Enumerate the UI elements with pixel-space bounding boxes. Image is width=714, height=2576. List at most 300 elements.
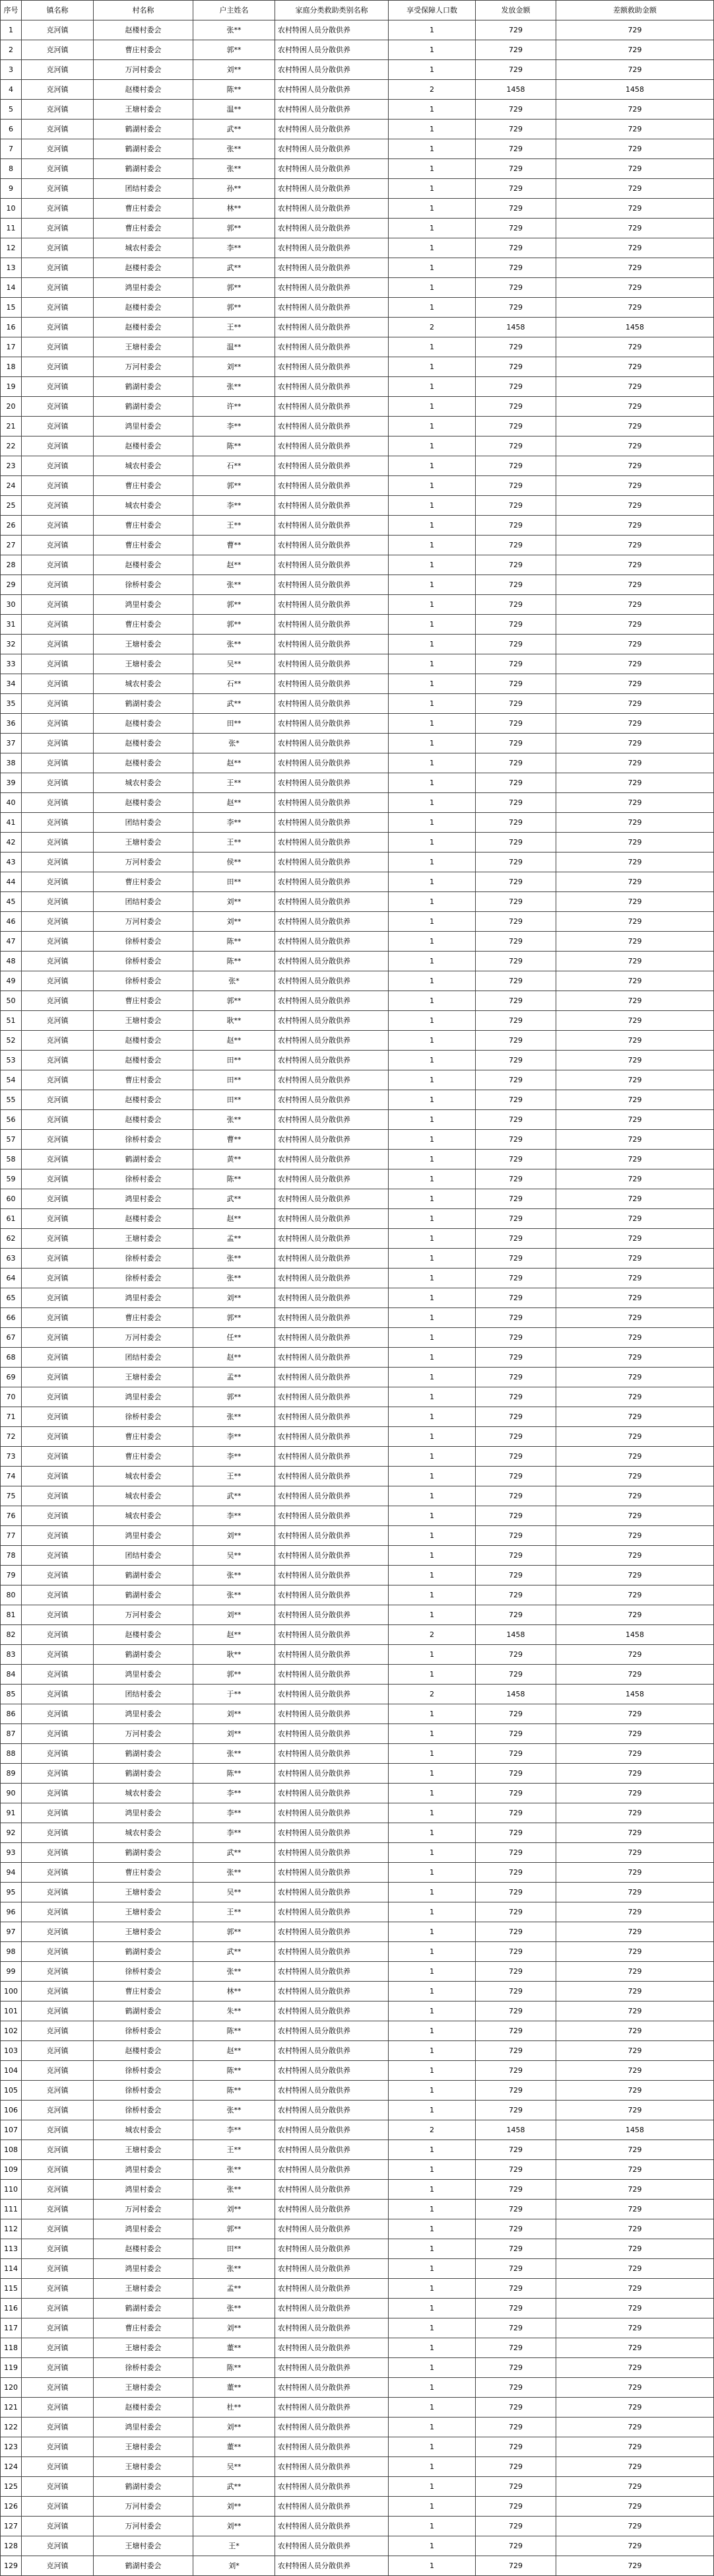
cell-householder: 刘** [193,2497,275,2517]
cell-village: 曹庄村委会 [94,615,193,635]
cell-amount: 729 [476,298,556,318]
cell-category: 农村特困人员分散供养 [275,2140,389,2160]
cell-index: 20 [1,397,22,417]
cell-category: 农村特困人员分散供养 [275,654,389,674]
cell-village: 万河村委会 [94,2200,193,2219]
cell-category: 农村特困人员分散供养 [275,1308,389,1328]
cell-category: 农村特困人员分散供养 [275,2160,389,2180]
cell-difference: 729 [556,555,714,575]
cell-town: 克河镇 [22,20,94,40]
cell-persons: 1 [389,417,476,436]
cell-village: 赵楼村委会 [94,714,193,734]
cell-persons: 1 [389,1922,476,1942]
cell-difference: 729 [556,120,714,139]
cell-difference: 729 [556,40,714,60]
cell-amount: 1458 [476,2120,556,2140]
cell-category: 农村特困人员分散供养 [275,20,389,40]
cell-index: 4 [1,80,22,100]
cell-village: 城农村委会 [94,1486,193,1506]
table-row [1,139,714,159]
cell-persons: 1 [389,615,476,635]
cell-persons: 1 [389,1863,476,1883]
cell-index: 86 [1,1704,22,1724]
table-row [1,1130,714,1150]
cell-difference: 729 [556,1070,714,1090]
cell-category: 农村特困人员分散供养 [275,2318,389,2338]
cell-difference: 729 [556,1585,714,1605]
cell-village: 徐桥村委会 [94,2358,193,2378]
cell-town: 克河镇 [22,2081,94,2101]
cell-difference: 729 [556,1368,714,1387]
cell-village: 城农村委会 [94,2120,193,2140]
cell-village: 万河村委会 [94,1724,193,1744]
cell-householder: 刘** [193,1526,275,1546]
cell-index: 63 [1,1249,22,1269]
cell-difference: 729 [556,1784,714,1803]
cell-amount: 729 [476,853,556,872]
cell-town: 克河镇 [22,1011,94,1031]
cell-town: 克河镇 [22,1051,94,1070]
cell-category: 农村特困人员分散供养 [275,1348,389,1368]
cell-village: 万河村委会 [94,912,193,932]
cell-amount: 729 [476,1823,556,1843]
cell-amount: 729 [476,753,556,773]
cell-householder: 张** [193,377,275,397]
cell-householder: 李** [193,238,275,258]
cell-householder: 杜** [193,2398,275,2418]
cell-amount: 729 [476,397,556,417]
cell-village: 鸿里村委会 [94,417,193,436]
cell-householder: 郭** [193,1308,275,1328]
cell-category: 农村特困人员分散供养 [275,1883,389,1902]
cell-town: 克河镇 [22,536,94,555]
table-row [1,1625,714,1645]
cell-index: 123 [1,2437,22,2457]
cell-householder: 王** [193,2140,275,2160]
cell-index: 73 [1,1447,22,1467]
cell-difference: 729 [556,2517,714,2536]
cell-village: 徐桥村委会 [94,1249,193,1269]
cell-village: 徐桥村委会 [94,2061,193,2081]
table-row [1,714,714,734]
cell-category: 农村特困人员分散供养 [275,1090,389,1110]
cell-difference: 729 [556,615,714,635]
cell-householder: 陈** [193,2061,275,2081]
cell-village: 鹤湖村委会 [94,2299,193,2318]
cell-index: 84 [1,1665,22,1685]
table-row [1,2180,714,2200]
cell-index: 31 [1,615,22,635]
cell-index: 17 [1,337,22,357]
cell-town: 克河镇 [22,1942,94,1962]
cell-amount: 1458 [476,318,556,337]
table-row [1,912,714,932]
cell-difference: 729 [556,1823,714,1843]
cell-persons: 1 [389,1269,476,1288]
cell-index: 78 [1,1546,22,1566]
cell-difference: 729 [556,833,714,853]
cell-index: 2 [1,40,22,60]
cell-town: 克河镇 [22,2536,94,2556]
table-row [1,1011,714,1031]
cell-difference: 729 [556,1269,714,1288]
cell-amount: 729 [476,2378,556,2398]
cell-difference: 729 [556,1526,714,1546]
table-row [1,1328,714,1348]
cell-difference: 729 [556,219,714,238]
cell-village: 鹤湖村委会 [94,1645,193,1665]
cell-householder: 温** [193,337,275,357]
cell-amount: 729 [476,238,556,258]
cell-category: 农村特困人员分散供养 [275,1407,389,1427]
cell-householder: 郭** [193,595,275,615]
cell-householder: 张** [193,2101,275,2120]
cell-difference: 729 [556,575,714,595]
cell-persons: 1 [389,1467,476,1486]
cell-difference: 729 [556,1427,714,1447]
cell-town: 克河镇 [22,1744,94,1764]
cell-householder: 李** [193,1506,275,1526]
cell-category: 农村特困人员分散供养 [275,635,389,654]
cell-amount: 729 [476,1348,556,1368]
cell-village: 赵楼村委会 [94,1090,193,1110]
cell-difference: 729 [556,1387,714,1407]
cell-town: 克河镇 [22,1070,94,1090]
cell-amount: 729 [476,2041,556,2061]
cell-village: 鸿里村委会 [94,1526,193,1546]
cell-persons: 1 [389,2101,476,2120]
cell-index: 59 [1,1169,22,1189]
cell-difference: 729 [556,1011,714,1031]
cell-town: 克河镇 [22,219,94,238]
cell-index: 26 [1,516,22,536]
table-row [1,2398,714,2418]
cell-town: 克河镇 [22,476,94,496]
cell-amount: 729 [476,1189,556,1209]
cell-amount: 729 [476,1744,556,1764]
cell-village: 赵楼村委会 [94,1209,193,1229]
cell-town: 克河镇 [22,2160,94,2180]
cell-village: 鸿里村委会 [94,2418,193,2437]
cell-village: 曹庄村委会 [94,536,193,555]
cell-difference: 729 [556,1605,714,1625]
cell-village: 徐桥村委会 [94,2101,193,2120]
table-row [1,1506,714,1526]
cell-category: 农村特困人员分散供养 [275,1070,389,1090]
cell-category: 农村特困人员分散供养 [275,1031,389,1051]
table-row [1,476,714,496]
cell-householder: 田** [193,1090,275,1110]
cell-town: 克河镇 [22,1269,94,1288]
cell-amount: 729 [476,2398,556,2418]
cell-householder: 陈** [193,2358,275,2378]
cell-index: 42 [1,833,22,853]
table-row [1,1704,714,1724]
cell-amount: 729 [476,2160,556,2180]
cell-town: 克河镇 [22,833,94,853]
cell-town: 克河镇 [22,1110,94,1130]
cell-index: 124 [1,2457,22,2477]
cell-index: 68 [1,1348,22,1368]
cell-town: 克河镇 [22,1843,94,1863]
cell-village: 徐桥村委会 [94,952,193,971]
cell-category: 农村特困人员分散供养 [275,1130,389,1150]
cell-category: 农村特困人员分散供养 [275,1645,389,1665]
cell-village: 赵楼村委会 [94,298,193,318]
table-row [1,1843,714,1863]
cell-amount: 729 [476,1645,556,1665]
cell-village: 王塘村委会 [94,1368,193,1387]
cell-category: 农村特困人员分散供养 [275,2180,389,2200]
cell-town: 克河镇 [22,1189,94,1209]
cell-persons: 1 [389,1407,476,1427]
cell-town: 克河镇 [22,1823,94,1843]
cell-amount: 729 [476,456,556,476]
cell-index: 55 [1,1090,22,1110]
cell-difference: 729 [556,1288,714,1308]
cell-village: 城农村委会 [94,1467,193,1486]
cell-village: 王塘村委会 [94,1902,193,1922]
cell-index: 44 [1,872,22,892]
cell-index: 76 [1,1506,22,1526]
col-header-village: 村名称 [94,1,193,20]
cell-village: 曹庄村委会 [94,1447,193,1467]
cell-persons: 1 [389,1764,476,1784]
cell-town: 克河镇 [22,417,94,436]
cell-index: 14 [1,278,22,298]
cell-village: 团结村委会 [94,1546,193,1566]
cell-category: 农村特困人员分散供养 [275,1447,389,1467]
cell-category: 农村特困人员分散供养 [275,1368,389,1387]
cell-village: 万河村委会 [94,1328,193,1348]
cell-village: 城农村委会 [94,1506,193,1526]
cell-persons: 1 [389,1645,476,1665]
cell-category: 农村特困人员分散供养 [275,1546,389,1566]
cell-persons: 1 [389,1387,476,1407]
cell-category: 农村特困人员分散供养 [275,159,389,179]
table-row [1,397,714,417]
table-row [1,2002,714,2021]
cell-index: 49 [1,971,22,991]
cell-householder: 刘** [193,60,275,80]
cell-difference: 1458 [556,2120,714,2140]
cell-amount: 729 [476,1724,556,1744]
cell-persons: 1 [389,2497,476,2517]
table-row [1,892,714,912]
cell-village: 王塘村委会 [94,2536,193,2556]
cell-category: 农村特困人员分散供养 [275,1665,389,1685]
cell-category: 农村特困人员分散供养 [275,1427,389,1447]
cell-householder: 张** [193,1744,275,1764]
cell-village: 鹤湖村委会 [94,2477,193,2497]
cell-index: 7 [1,139,22,159]
cell-town: 克河镇 [22,60,94,80]
cell-persons: 1 [389,1724,476,1744]
cell-amount: 729 [476,1784,556,1803]
cell-persons: 1 [389,2536,476,2556]
cell-amount: 729 [476,2457,556,2477]
cell-persons: 1 [389,337,476,357]
cell-category: 农村特困人员分散供养 [275,199,389,219]
cell-householder: 刘** [193,892,275,912]
table-row [1,20,714,40]
cell-persons: 1 [389,179,476,199]
cell-category: 农村特困人员分散供养 [275,60,389,80]
table-row [1,2081,714,2101]
cell-householder: 吴** [193,1546,275,1566]
cell-index: 89 [1,1764,22,1784]
cell-category: 农村特困人员分散供养 [275,813,389,833]
cell-amount: 729 [476,40,556,60]
cell-town: 克河镇 [22,674,94,694]
cell-difference: 729 [556,1090,714,1110]
cell-category: 农村特困人员分散供养 [275,1229,389,1249]
cell-category: 农村特困人员分散供养 [275,694,389,714]
cell-persons: 1 [389,2081,476,2101]
cell-amount: 729 [476,377,556,397]
table-row [1,833,714,853]
cell-village: 赵楼村委会 [94,2398,193,2418]
cell-category: 农村特困人员分散供养 [275,2418,389,2437]
cell-difference: 729 [556,2299,714,2318]
cell-difference: 729 [556,298,714,318]
cell-householder: 于** [193,1685,275,1704]
cell-category: 农村特困人员分散供养 [275,1823,389,1843]
cell-category: 农村特困人员分散供养 [275,337,389,357]
cell-village: 鸿里村委会 [94,1288,193,1308]
cell-town: 克河镇 [22,773,94,793]
table-row [1,516,714,536]
cell-householder: 张* [193,971,275,991]
cell-category: 农村特困人员分散供养 [275,2239,389,2259]
cell-town: 克河镇 [22,1645,94,1665]
cell-amount: 729 [476,1467,556,1486]
cell-index: 77 [1,1526,22,1546]
cell-category: 农村特困人员分散供养 [275,2101,389,2120]
cell-difference: 729 [556,2457,714,2477]
cell-village: 王塘村委会 [94,2140,193,2160]
cell-difference: 729 [556,1863,714,1883]
cell-village: 曹庄村委会 [94,40,193,60]
cell-householder: 陈** [193,80,275,100]
cell-persons: 1 [389,2219,476,2239]
cell-difference: 729 [556,1744,714,1764]
cell-persons: 1 [389,1883,476,1902]
cell-difference: 729 [556,2200,714,2219]
cell-difference: 729 [556,199,714,219]
cell-amount: 729 [476,1051,556,1070]
table-row [1,1645,714,1665]
cell-index: 32 [1,635,22,654]
cell-householder: 曹** [193,536,275,555]
cell-index: 69 [1,1368,22,1387]
cell-category: 农村特困人员分散供养 [275,2021,389,2041]
cell-category: 农村特困人员分散供养 [275,932,389,952]
table-row [1,1922,714,1942]
cell-amount: 729 [476,2279,556,2299]
cell-amount: 729 [476,536,556,555]
table-row [1,773,714,793]
cell-index: 62 [1,1229,22,1249]
cell-category: 农村特困人员分散供养 [275,238,389,258]
cell-category: 农村特困人员分散供养 [275,1962,389,1982]
cell-category: 农村特困人员分散供养 [275,120,389,139]
cell-householder: 林** [193,1982,275,2002]
table-row [1,1902,714,1922]
cell-index: 13 [1,258,22,278]
cell-householder: 张** [193,1566,275,1585]
cell-difference: 729 [556,1130,714,1150]
cell-difference: 729 [556,377,714,397]
cell-town: 克河镇 [22,1229,94,1249]
cell-amount: 729 [476,1368,556,1387]
cell-persons: 1 [389,1546,476,1566]
cell-index: 119 [1,2358,22,2378]
cell-category: 农村特困人员分散供养 [275,773,389,793]
cell-amount: 729 [476,2002,556,2021]
cell-persons: 1 [389,1130,476,1150]
cell-difference: 729 [556,872,714,892]
cell-householder: 武** [193,1942,275,1962]
cell-persons: 1 [389,1229,476,1249]
cell-category: 农村特困人员分散供养 [275,80,389,100]
table-row [1,1169,714,1189]
cell-index: 10 [1,199,22,219]
cell-householder: 赵** [193,1209,275,1229]
cell-persons: 1 [389,1209,476,1229]
cell-householder: 张** [193,2180,275,2200]
table-row [1,1764,714,1784]
table-row [1,219,714,238]
cell-town: 克河镇 [22,318,94,337]
cell-householder: 李** [193,2120,275,2140]
table-row [1,2318,714,2338]
cell-town: 克河镇 [22,635,94,654]
cell-householder: 董** [193,2338,275,2358]
cell-index: 58 [1,1150,22,1169]
cell-difference: 729 [556,2536,714,2556]
cell-village: 团结村委会 [94,813,193,833]
cell-householder: 刘** [193,2418,275,2437]
cell-householder: 王* [193,2536,275,2556]
cell-category: 农村特困人员分散供养 [275,1150,389,1169]
cell-category: 农村特困人员分散供养 [275,1744,389,1764]
cell-village: 鹤湖村委会 [94,2556,193,2576]
cell-amount: 729 [476,2200,556,2219]
cell-householder: 李** [193,1447,275,1467]
cell-householder: 武** [193,694,275,714]
cell-persons: 1 [389,2437,476,2457]
table-row [1,813,714,833]
cell-category: 农村特困人员分散供养 [275,2378,389,2398]
cell-town: 克河镇 [22,238,94,258]
cell-village: 王塘村委会 [94,100,193,120]
cell-town: 克河镇 [22,753,94,773]
cell-amount: 729 [476,2081,556,2101]
cell-difference: 729 [556,1150,714,1169]
cell-index: 23 [1,456,22,476]
cell-difference: 729 [556,635,714,654]
cell-category: 农村特困人员分散供养 [275,615,389,635]
cell-difference: 729 [556,1724,714,1744]
cell-persons: 1 [389,2457,476,2477]
cell-town: 克河镇 [22,357,94,377]
cell-householder: 张** [193,1863,275,1883]
cell-amount: 729 [476,60,556,80]
cell-village: 鹤湖村委会 [94,2002,193,2021]
cell-householder: 孟** [193,2279,275,2299]
cell-village: 鹤湖村委会 [94,1744,193,1764]
